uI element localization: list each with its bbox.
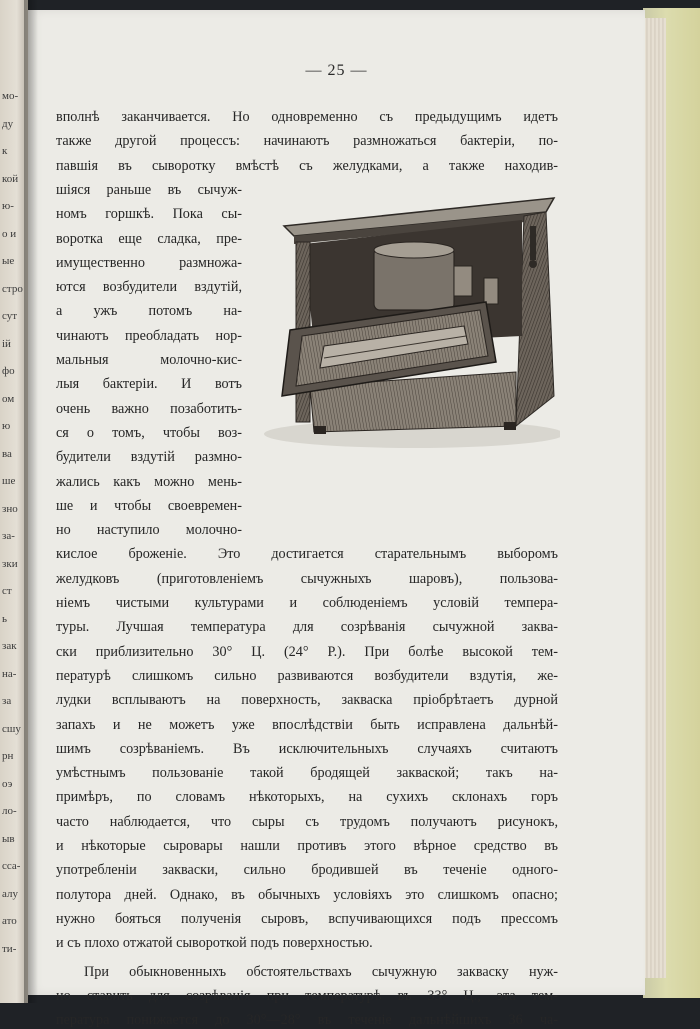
spine-shadow [24, 0, 38, 1003]
text-line: полутора дней. Однако, въ обычныхъ условіяхъ это слишкомъ опасно; [56, 886, 558, 903]
left-page-fragment: мо- [2, 90, 19, 102]
left-page-fragment: фо [2, 365, 15, 377]
text-line: туры. Лучшая температура для созрѣванія сычужной заква- [56, 619, 558, 636]
text-line: шимъ созрѣваніемъ. Въ исключительныхъ случаяхъ считаютъ [56, 740, 558, 757]
left-page-fragment: ь [2, 612, 8, 625]
left-page-fragment: ше [2, 475, 16, 487]
text-line: вполнѣ заканчивается. Но одновременно съ предыдущимъ идетъ [56, 109, 558, 125]
left-page-fragment: алу [2, 887, 18, 900]
left-page-fragment: сса- [2, 860, 21, 872]
text-line: ся о томъ, чтобы воз- [56, 424, 242, 441]
left-page-fragment: ые [2, 255, 15, 267]
left-page-fragment: оэ [2, 777, 13, 790]
text-line: также другой процессъ: начинаютъ размножаться бактеріи, по- [56, 133, 558, 150]
left-page-fragment: ю [2, 420, 11, 432]
left-page-fragment: ю- [2, 200, 14, 212]
text-line: а ужъ потомъ на- [56, 303, 242, 320]
left-page-fragment: ва [2, 447, 12, 460]
text-line: имущественно размножа- [56, 254, 242, 271]
text-line: жались какъ можно мень- [56, 473, 242, 490]
left-page-fragment: зак [2, 640, 17, 652]
text-line: чинаютъ преобладать нор- [56, 327, 242, 344]
text-line: умѣстнымъ пользованіе такой бродящей закваской; такъ на- [56, 765, 558, 782]
text-line: пература понижается до 30°—28° въ теченіе дальнѣйшихъ 36 ча- [56, 1012, 558, 1029]
left-page-fragment: к [2, 145, 8, 157]
text-line: мальныя молочно-кис- [56, 352, 242, 368]
text-line: желудковъ (приготовленіемъ сычужныхъ шаровъ), пользова- [56, 570, 558, 587]
text-line: и съ плохо отжатой сывороткой подъ поверхностью. [56, 935, 373, 952]
left-page-fragment: за [2, 695, 12, 707]
left-page-fragment: ти- [2, 942, 17, 955]
text-line: часто наблюдается, что сыры съ трудомъ получаютъ рисунокъ, [56, 813, 558, 830]
text-line: лудки всплываютъ на поверхность, закваска пріобрѣтаетъ дурной [56, 692, 558, 709]
text-line: кислое броженіе. Это достигается старательнымъ выборомъ [56, 546, 558, 563]
left-page-fragment: зно [2, 502, 18, 515]
page-number: — 25 — [305, 62, 368, 79]
left-page-fragment: ло- [2, 805, 17, 817]
text-line: воротка еще сладка, пре- [56, 230, 242, 247]
left-page-fragment: ій [2, 337, 11, 350]
text-line: ніемъ чистыми культурами и соблюденіемъ условій темпера- [56, 595, 558, 611]
left-page-fragment: ду [2, 117, 14, 130]
text-line: и нѣкоторые сыровары нашли противъ этого вѣрное средство въ [56, 838, 558, 854]
cheese-vat-engraving [254, 186, 560, 458]
left-page-fragment: ыв [2, 832, 15, 845]
text-line: запахъ и не можетъ уже впослѣдствіи быть исправлена дальнѣй- [56, 716, 558, 733]
left-page-fragment: зки [2, 557, 18, 570]
text-line: нужно бояться полученія сыровъ, вспучивающихся подъ прессомъ [56, 910, 558, 927]
cheese-vat-illustration [254, 186, 560, 458]
text-line: примѣръ, по словамъ нѣкоторыхъ, на сухихъ склонахъ горъ [56, 789, 558, 806]
left-page-fragment: сут [2, 310, 18, 322]
text-line: будители вздутій размно- [56, 449, 242, 466]
text-line: ше и чтобы своевремен- [56, 497, 242, 514]
text-line: пературѣ слишкомъ сильно развиваются возбудители вздутія, же- [56, 667, 558, 684]
text-line: При обыкновенныхъ обстоятельствахъ сычужную закваску нуж- [84, 963, 558, 980]
text-line: лыя бактеріи. И вотъ [56, 376, 242, 393]
text-line: употребленіи закваски, сильно бродившей въ теченіе одного- [56, 862, 558, 879]
left-page-fragment: на- [2, 667, 17, 680]
left-page-fragment: ом [2, 392, 15, 405]
text-line: ски приблизительно 30° Ц. (24° Р.). При болѣе высокой тем- [56, 643, 558, 660]
text-line: шіяся раньше въ сычуж- [56, 181, 242, 198]
page-stack-edge [643, 18, 666, 978]
text-line: номъ горшкѣ. Пока сы- [56, 206, 242, 223]
text-line: павшія въ сыворотку вмѣстѣ съ желудками, а также находив- [56, 157, 558, 174]
left-page-fragment: стро [2, 282, 23, 295]
left-page-fragment: сшу [2, 722, 21, 735]
left-page-fragment: о и [2, 227, 17, 240]
left-page-fragment: рн [2, 750, 14, 762]
text-line: но ставить для созрѣванія при температурѣ въ 33° Ц., эта тем- [56, 987, 558, 1004]
left-page-fragment: ато [2, 915, 17, 927]
text-line: ются возбудители вздутій, [56, 279, 242, 296]
text-line: очень важно позаботить- [56, 400, 242, 417]
text-line: но наступило молочно- [56, 522, 242, 539]
left-page-fragment: за- [2, 530, 15, 542]
left-page-fragment: кой [2, 172, 19, 185]
book-page [28, 10, 645, 1029]
left-page-fragment: ст [2, 585, 12, 597]
